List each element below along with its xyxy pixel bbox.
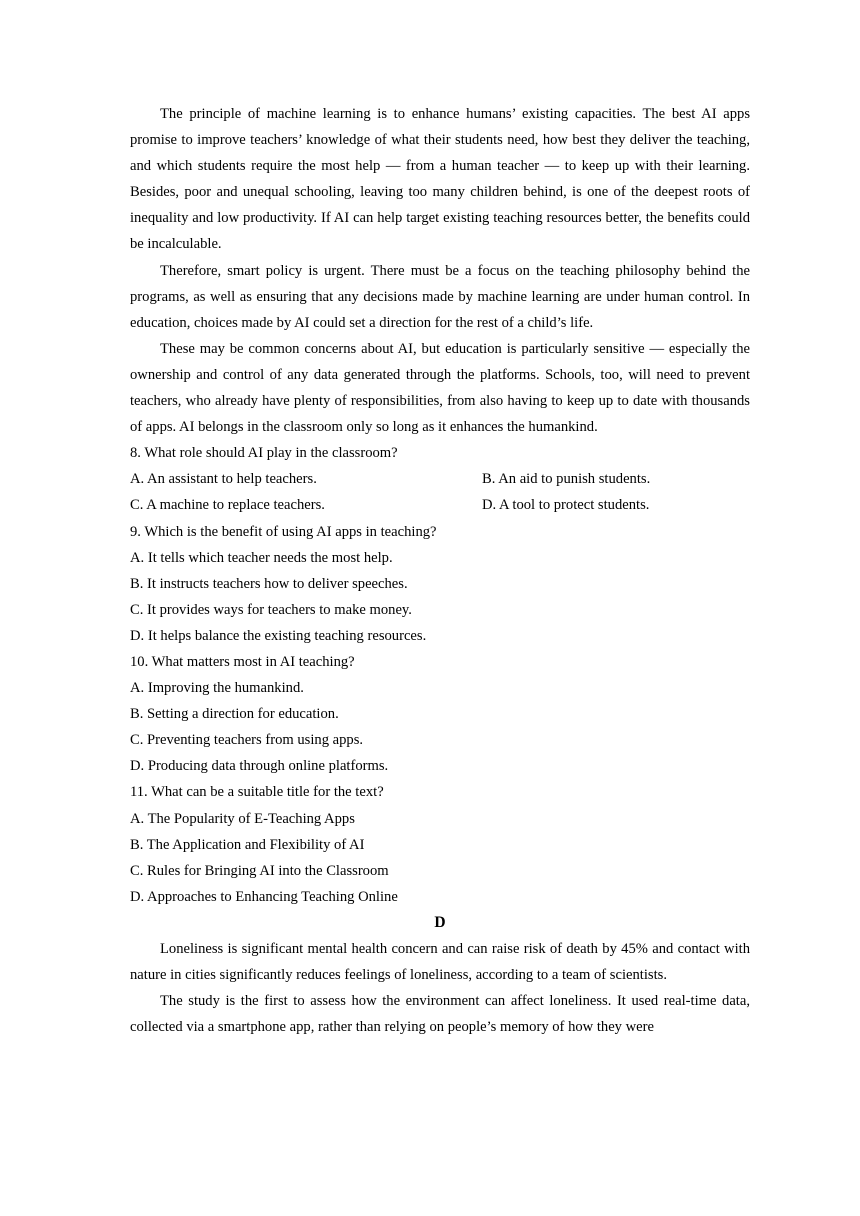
question-10-option-c: C. Preventing teachers from using apps. [130,732,364,749]
question-8-option-d: D. A tool to protect students. [482,497,650,514]
question-11-option-a: A. The Popularity of E-Teaching Apps [130,810,355,827]
question-8 [130,440,750,518]
question-8-options-row-1 [130,466,750,492]
question-11-option-d: D. Approaches to Enhancing Teaching Online [130,888,398,905]
question-10-stem: 10. What matters most in AI teaching? [130,653,355,670]
question-9-stem: 9. Which is the benefit of using AI apps in teaching? [130,523,437,540]
question-11-option-b: B. The Application and Flexibility of AI [130,836,365,853]
question-11-stem: 11. What can be a suitable title for the text? [130,784,384,801]
question-8-option-a: A. An assistant to help teachers. [130,471,317,488]
question-9-option-d: D. It helps balance the existing teaching resources. [130,627,427,644]
document-page [130,101,750,1040]
question-11-option-c: C. Rules for Bringing AI into the Classroom [130,862,389,879]
passage-d-paragraph-2: The study is the first to assess how the environment can affect loneliness. It used real-time data, collected via a smartphone app, rather than relying on people’s memory of how they were [130,993,750,1036]
question-9-option-c: C. It provides ways for teachers to make money. [130,601,412,618]
question-8-option-c: C. A machine to replace teachers. [130,497,325,514]
passage-d-paragraph-1: Loneliness is significant mental health concern and can raise risk of death by 45% and contact with nature in cities significantly reduces feelings of loneliness, according to a team of scientists. [130,941,750,984]
question-8-option-b: B. An aid to punish students. [482,471,651,488]
question-11 [130,779,750,909]
question-9 [130,519,750,649]
section-heading-d: D [434,913,446,931]
passage-c-paragraph-3: These may be common concerns about AI, but education is particularly sensitive — especially the ownership and control of any data generated through the platforms. Schools, too, will need to prevent teachers, who already have plenty of responsibilities, from also having to keep up to date with thousands of apps. AI belongs in the classroom only so long as it enhances the humankind. [130,340,750,436]
question-10-option-a: A. Improving the humankind. [130,680,304,697]
question-10-option-d: D. Producing data through online platforms. [130,758,389,775]
question-10 [130,649,750,779]
passage-c-paragraph-1: The principle of machine learning is to enhance humans’ existing capacities. The best AI apps promise to improve teachers’ knowledge of what their students need, how best they deliver the teaching, and which students require the most help — from a human teacher — to keep up with their learning. Besides, poor and unequal schooling, leaving too many children behind, is one of the deepest roots of inequality and low productivity. If AI can help target existing teaching resources better, the benefits could be incalculable. [130,106,750,253]
question-8-options-row-2 [130,492,750,518]
question-9-option-a: A. It tells which teacher needs the most help. [130,549,393,566]
question-9-option-b: B. It instructs teachers how to deliver speeches. [130,575,408,592]
passage-c-paragraph-2: Therefore, smart policy is urgent. There must be a focus on the teaching philosophy behind the programs, as well as ensuring that any decisions made by machine learning are under human control. In education, choices made by AI could set a direction for the rest of a child’s life. [130,262,750,331]
question-8-stem: 8. What role should AI play in the classroom? [130,445,398,462]
question-10-option-b: B. Setting a direction for education. [130,706,339,723]
